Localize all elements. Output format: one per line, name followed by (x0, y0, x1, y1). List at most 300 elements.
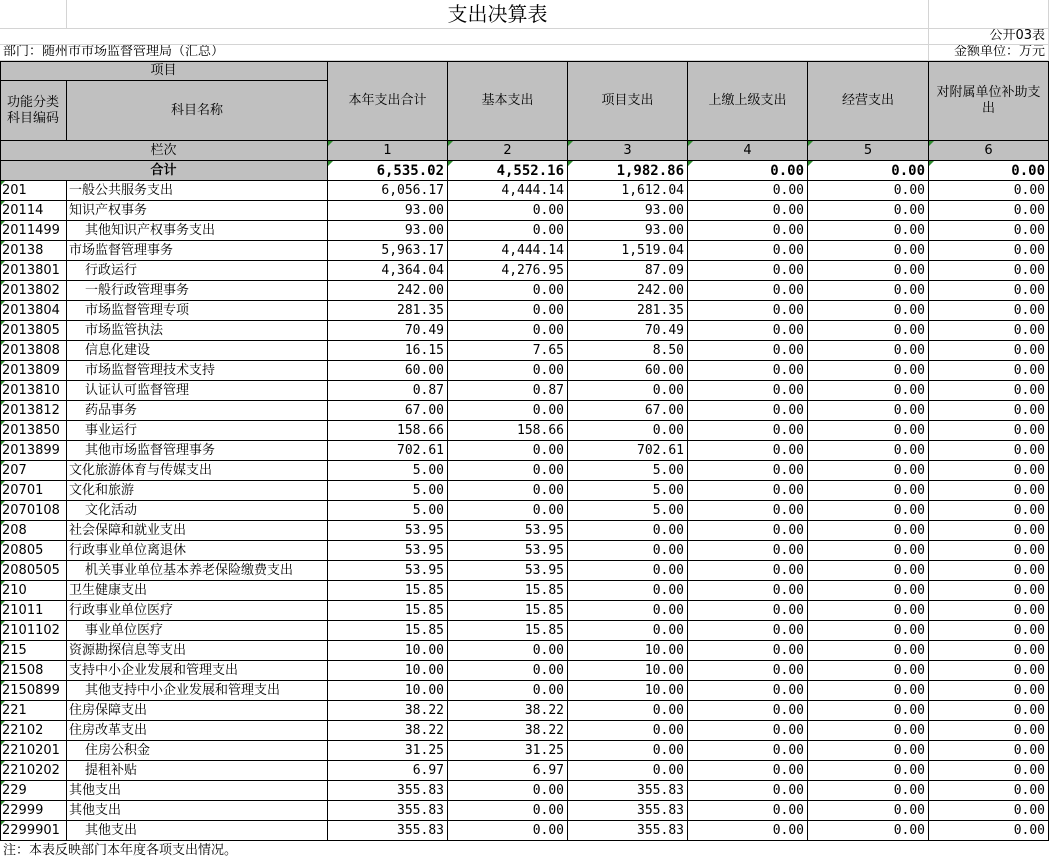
cell-marker (0, 621, 5, 626)
row-value[interactable]: 15.85 (328, 621, 448, 641)
row-value[interactable]: 0.00 (448, 501, 568, 521)
row-value[interactable]: 0.00 (448, 321, 568, 341)
row-name[interactable]: 住房公积金 (67, 741, 328, 761)
row-code[interactable]: 2013809 (0, 361, 67, 381)
row-value[interactable]: 0.00 (688, 461, 808, 481)
row-code[interactable]: 210 (0, 581, 67, 601)
row-value[interactable]: 0.00 (448, 641, 568, 661)
row-value[interactable]: 10.00 (328, 641, 448, 661)
row-name[interactable]: 一般公共服务支出 (67, 181, 328, 201)
row-value[interactable]: 0.00 (929, 541, 1049, 561)
row-value[interactable]: 0.00 (688, 441, 808, 461)
row-value[interactable]: 0.00 (568, 581, 688, 601)
row-code[interactable]: 215 (0, 641, 67, 661)
row-value[interactable]: 0.00 (448, 221, 568, 241)
row-value[interactable]: 0.00 (568, 521, 688, 541)
total-value[interactable]: 6,535.02 (328, 161, 448, 181)
total-value[interactable]: 1,982.86 (568, 161, 688, 181)
row-code[interactable]: 20805 (0, 541, 67, 561)
cell-marker (0, 181, 5, 186)
row-code[interactable]: 2013802 (0, 281, 67, 301)
row-value[interactable]: 0.00 (929, 301, 1049, 321)
row-value[interactable]: 0.00 (808, 361, 929, 381)
row-value[interactable]: 0.00 (688, 701, 808, 721)
row-value[interactable]: 0.00 (808, 661, 929, 681)
row-name[interactable]: 提租补贴 (67, 761, 328, 781)
row-value[interactable]: 0.00 (808, 341, 929, 361)
row-name[interactable]: 药品事务 (67, 401, 328, 421)
cell-marker (0, 361, 5, 366)
row-code[interactable]: 2013850 (0, 421, 67, 441)
row-value[interactable]: 0.00 (929, 761, 1049, 781)
row-value[interactable]: 0.00 (808, 701, 929, 721)
row-value[interactable]: 0.00 (929, 801, 1049, 821)
row-value[interactable]: 0.00 (688, 601, 808, 621)
header-project_exp: 项目支出 (568, 61, 688, 141)
row-name[interactable]: 认证认可监督管理 (67, 381, 328, 401)
cell-marker (0, 281, 5, 286)
row-code[interactable]: 221 (0, 701, 67, 721)
row-name[interactable]: 市场监督管理事务 (67, 241, 328, 261)
row-value[interactable]: 53.95 (448, 541, 568, 561)
row-value[interactable]: 0.00 (808, 641, 929, 661)
row-code[interactable]: 21508 (0, 661, 67, 681)
row-value[interactable]: 53.95 (448, 561, 568, 581)
row-value[interactable]: 0.00 (568, 621, 688, 641)
row-value[interactable]: 0.00 (808, 521, 929, 541)
cell-marker (0, 241, 5, 246)
row-value[interactable]: 0.00 (929, 681, 1049, 701)
row-name[interactable]: 住房改革支出 (67, 721, 328, 741)
row-value[interactable]: 242.00 (568, 281, 688, 301)
row-value[interactable]: 0.00 (688, 301, 808, 321)
row-value[interactable]: 0.00 (448, 781, 568, 801)
row-value[interactable]: 0.00 (688, 501, 808, 521)
row-value[interactable]: 67.00 (568, 401, 688, 421)
row-value[interactable]: 0.87 (328, 381, 448, 401)
row-value[interactable]: 0.00 (929, 281, 1049, 301)
row-value[interactable]: 702.61 (328, 441, 448, 461)
row-name[interactable]: 一般行政管理事务 (67, 281, 328, 301)
row-value[interactable]: 702.61 (568, 441, 688, 461)
row-value[interactable]: 0.00 (808, 281, 929, 301)
row-value[interactable]: 15.85 (448, 581, 568, 601)
row-value[interactable]: 0.00 (688, 821, 808, 841)
row-value[interactable]: 60.00 (328, 361, 448, 381)
row-name[interactable]: 其他市场监督管理事务 (67, 441, 328, 461)
row-value[interactable]: 355.83 (568, 801, 688, 821)
row-value[interactable]: 355.83 (568, 821, 688, 841)
row-value[interactable]: 1,519.04 (568, 241, 688, 261)
row-value[interactable]: 355.83 (328, 821, 448, 841)
row-value[interactable]: 67.00 (328, 401, 448, 421)
row-value[interactable]: 355.83 (328, 781, 448, 801)
row-value[interactable]: 0.00 (808, 421, 929, 441)
row-value[interactable]: 53.95 (328, 521, 448, 541)
row-value[interactable]: 0.00 (688, 181, 808, 201)
row-code[interactable]: 2013805 (0, 321, 67, 341)
row-code[interactable]: 21011 (0, 601, 67, 621)
row-value[interactable]: 0.00 (808, 781, 929, 801)
row-value[interactable]: 0.00 (568, 381, 688, 401)
row-code[interactable]: 22102 (0, 721, 67, 741)
row-value[interactable]: 6.97 (328, 761, 448, 781)
row-value[interactable]: 0.00 (929, 821, 1049, 841)
row-value[interactable]: 0.00 (448, 461, 568, 481)
column-number: 3 (568, 141, 688, 161)
row-value[interactable]: 93.00 (568, 221, 688, 241)
row-name[interactable]: 卫生健康支出 (67, 581, 328, 601)
row-value[interactable]: 0.00 (688, 341, 808, 361)
row-value[interactable]: 0.00 (568, 701, 688, 721)
row-value[interactable]: 5.00 (328, 481, 448, 501)
row-value[interactable]: 38.22 (328, 701, 448, 721)
row-name[interactable]: 事业运行 (67, 421, 328, 441)
row-value[interactable]: 0.00 (568, 721, 688, 741)
cell-marker (0, 261, 5, 266)
row-value[interactable]: 0.00 (808, 761, 929, 781)
row-value[interactable]: 158.66 (328, 421, 448, 441)
row-value[interactable]: 0.00 (688, 481, 808, 501)
row-value[interactable]: 0.00 (688, 221, 808, 241)
row-value[interactable]: 15.85 (328, 581, 448, 601)
row-value[interactable]: 15.85 (328, 601, 448, 621)
row-value[interactable]: 4,364.04 (328, 261, 448, 281)
row-value[interactable]: 0.00 (808, 441, 929, 461)
row-value[interactable]: 60.00 (568, 361, 688, 381)
row-code[interactable]: 2299901 (0, 821, 67, 841)
blank-cell[interactable] (0, 0, 67, 29)
row-code[interactable]: 2210202 (0, 761, 67, 781)
row-value[interactable]: 0.00 (688, 561, 808, 581)
row-value[interactable]: 0.00 (448, 301, 568, 321)
row-value[interactable]: 1,612.04 (568, 181, 688, 201)
row-value[interactable]: 0.00 (808, 741, 929, 761)
row-value[interactable]: 0.00 (448, 801, 568, 821)
row-value[interactable]: 0.00 (448, 481, 568, 501)
row-value[interactable]: 0.00 (808, 541, 929, 561)
row-value[interactable]: 6,056.17 (328, 181, 448, 201)
row-name[interactable]: 知识产权事务 (67, 201, 328, 221)
cell-marker (0, 801, 5, 806)
row-code[interactable]: 201 (0, 181, 67, 201)
row-value[interactable]: 0.00 (808, 181, 929, 201)
row-value[interactable]: 0.00 (808, 821, 929, 841)
row-name[interactable]: 市场监督管理技术支持 (67, 361, 328, 381)
row-value[interactable]: 0.00 (808, 221, 929, 241)
row-value[interactable]: 0.00 (929, 221, 1049, 241)
row-value[interactable]: 5.00 (328, 501, 448, 521)
row-value[interactable]: 5.00 (568, 501, 688, 521)
row-value[interactable]: 0.00 (688, 321, 808, 341)
row-value[interactable]: 8.50 (568, 341, 688, 361)
row-value[interactable]: 0.00 (568, 601, 688, 621)
row-code[interactable]: 2013899 (0, 441, 67, 461)
row-value[interactable]: 0.00 (688, 281, 808, 301)
row-code[interactable]: 20701 (0, 481, 67, 501)
page-title: 支出决算表 (67, 0, 929, 29)
row-value[interactable]: 0.00 (688, 801, 808, 821)
row-value[interactable]: 0.00 (929, 421, 1049, 441)
row-value[interactable]: 93.00 (328, 221, 448, 241)
row-value[interactable]: 93.00 (328, 201, 448, 221)
column-number: 2 (448, 141, 568, 161)
row-value[interactable]: 0.00 (688, 581, 808, 601)
row-value[interactable]: 0.00 (929, 721, 1049, 741)
row-value[interactable]: 53.95 (448, 521, 568, 541)
row-value[interactable]: 0.00 (448, 361, 568, 381)
header-total: 本年支出合计 (328, 61, 448, 141)
row-value[interactable]: 0.00 (688, 741, 808, 761)
row-value[interactable]: 0.00 (568, 761, 688, 781)
row-code[interactable]: 2013804 (0, 301, 67, 321)
row-value[interactable]: 10.00 (328, 661, 448, 681)
row-value[interactable]: 93.00 (568, 201, 688, 221)
row-value[interactable]: 0.00 (688, 661, 808, 681)
row-code[interactable]: 229 (0, 781, 67, 801)
row-value[interactable]: 0.00 (568, 421, 688, 441)
row-name[interactable]: 行政事业单位医疗 (67, 601, 328, 621)
row-value[interactable]: 281.35 (568, 301, 688, 321)
row-name[interactable]: 资源勘探信息等支出 (67, 641, 328, 661)
total-value[interactable]: 0.00 (808, 161, 929, 181)
row-value[interactable]: 70.49 (568, 321, 688, 341)
row-value[interactable]: 0.00 (808, 681, 929, 701)
row-value[interactable]: 0.00 (448, 681, 568, 701)
row-value[interactable]: 0.00 (929, 701, 1049, 721)
row-name[interactable]: 支持中小企业发展和管理支出 (67, 661, 328, 681)
row-value[interactable]: 0.00 (929, 181, 1049, 201)
total-value[interactable]: 0.00 (688, 161, 808, 181)
cell-marker (0, 821, 5, 826)
row-value[interactable]: 0.00 (688, 621, 808, 641)
row-value[interactable]: 38.22 (448, 721, 568, 741)
row-value[interactable]: 0.00 (808, 461, 929, 481)
row-value[interactable]: 0.00 (808, 241, 929, 261)
row-value[interactable]: 16.15 (328, 341, 448, 361)
row-value[interactable]: 0.00 (808, 601, 929, 621)
row-value[interactable]: 0.00 (929, 381, 1049, 401)
column-number: 5 (808, 141, 929, 161)
row-value[interactable]: 0.00 (929, 521, 1049, 541)
cell-marker (0, 321, 5, 326)
row-code[interactable]: 2150899 (0, 681, 67, 701)
row-value[interactable]: 0.00 (929, 341, 1049, 361)
row-name[interactable]: 信息化建设 (67, 341, 328, 361)
row-value[interactable]: 10.00 (568, 681, 688, 701)
row-value[interactable]: 0.00 (688, 201, 808, 221)
cell-marker (0, 341, 5, 346)
row-value[interactable]: 0.00 (688, 241, 808, 261)
row-value[interactable]: 4,444.14 (448, 181, 568, 201)
row-name[interactable]: 市场监管执法 (67, 321, 328, 341)
row-value[interactable]: 0.00 (808, 501, 929, 521)
row-value[interactable]: 4,444.14 (448, 241, 568, 261)
row-value[interactable]: 0.00 (568, 561, 688, 581)
row-name[interactable]: 其他支出 (67, 821, 328, 841)
row-value[interactable]: 0.00 (929, 601, 1049, 621)
row-value[interactable]: 87.09 (568, 261, 688, 281)
row-value[interactable]: 158.66 (448, 421, 568, 441)
row-value[interactable]: 5,963.17 (328, 241, 448, 261)
cell-marker (0, 401, 5, 406)
row-value[interactable]: 15.85 (448, 621, 568, 641)
row-value[interactable]: 0.00 (688, 681, 808, 701)
row-value[interactable]: 0.00 (808, 621, 929, 641)
row-name[interactable]: 其他知识产权事务支出 (67, 221, 328, 241)
blank-cell[interactable] (929, 0, 1049, 29)
row-value[interactable]: 0.00 (688, 721, 808, 741)
total-value[interactable]: 4,552.16 (448, 161, 568, 181)
row-value[interactable]: 0.00 (808, 201, 929, 221)
row-name[interactable]: 文化活动 (67, 501, 328, 521)
row-name[interactable]: 市场监督管理专项 (67, 301, 328, 321)
row-value[interactable]: 0.00 (688, 401, 808, 421)
row-code[interactable]: 207 (0, 461, 67, 481)
row-value[interactable]: 0.00 (688, 641, 808, 661)
row-value[interactable]: 4,276.95 (448, 261, 568, 281)
row-value[interactable]: 0.00 (808, 401, 929, 421)
row-code[interactable]: 20138 (0, 241, 67, 261)
cell-marker (0, 781, 5, 786)
cell-marker (0, 461, 5, 466)
column-number: 6 (929, 141, 1049, 161)
row-value[interactable]: 5.00 (568, 461, 688, 481)
row-value[interactable]: 31.25 (328, 741, 448, 761)
total-value[interactable]: 0.00 (929, 161, 1049, 181)
row-value[interactable]: 0.00 (929, 241, 1049, 261)
row-value[interactable]: 0.00 (929, 561, 1049, 581)
row-code[interactable]: 2013810 (0, 381, 67, 401)
row-value[interactable]: 10.00 (568, 641, 688, 661)
row-value[interactable]: 38.22 (448, 701, 568, 721)
row-value[interactable]: 0.00 (448, 661, 568, 681)
row-value[interactable]: 242.00 (328, 281, 448, 301)
row-name[interactable]: 行政运行 (67, 261, 328, 281)
row-value[interactable]: 0.00 (688, 261, 808, 281)
row-code[interactable]: 2011499 (0, 221, 67, 241)
row-value[interactable]: 10.00 (568, 661, 688, 681)
row-name[interactable]: 文化和旅游 (67, 481, 328, 501)
row-value[interactable]: 0.00 (929, 441, 1049, 461)
row-value[interactable]: 38.22 (328, 721, 448, 741)
row-value[interactable]: 0.00 (448, 281, 568, 301)
row-value[interactable]: 0.00 (688, 361, 808, 381)
row-value[interactable]: 0.00 (688, 381, 808, 401)
row-value[interactable]: 0.00 (568, 741, 688, 761)
row-value[interactable]: 0.00 (688, 421, 808, 441)
row-value[interactable]: 0.00 (929, 321, 1049, 341)
row-value[interactable]: 0.00 (688, 761, 808, 781)
row-code[interactable]: 2013812 (0, 401, 67, 421)
row-name[interactable]: 住房保障支出 (67, 701, 328, 721)
row-value[interactable]: 7.65 (448, 341, 568, 361)
row-value[interactable]: 0.00 (929, 581, 1049, 601)
row-value[interactable]: 53.95 (328, 541, 448, 561)
row-name[interactable]: 事业单位医疗 (67, 621, 328, 641)
blank-cell[interactable] (0, 29, 929, 45)
row-value[interactable]: 0.00 (929, 201, 1049, 221)
row-value[interactable]: 0.87 (448, 381, 568, 401)
header-subject-name: 科目名称 (67, 81, 328, 141)
row-code[interactable]: 208 (0, 521, 67, 541)
row-value[interactable]: 0.00 (808, 381, 929, 401)
row-code[interactable]: 2013808 (0, 341, 67, 361)
row-value[interactable]: 281.35 (328, 301, 448, 321)
row-value[interactable]: 0.00 (808, 261, 929, 281)
row-name[interactable]: 行政事业单位离退休 (67, 541, 328, 561)
row-value[interactable]: 0.00 (448, 401, 568, 421)
row-name[interactable]: 文化旅游体育与传媒支出 (67, 461, 328, 481)
row-code[interactable]: 2070108 (0, 501, 67, 521)
row-value[interactable]: 0.00 (448, 441, 568, 461)
row-value[interactable]: 0.00 (929, 641, 1049, 661)
row-name[interactable]: 其他支出 (67, 801, 328, 821)
row-value[interactable]: 0.00 (808, 801, 929, 821)
row-code[interactable]: 20114 (0, 201, 67, 221)
row-value[interactable]: 70.49 (328, 321, 448, 341)
row-value[interactable]: 0.00 (929, 501, 1049, 521)
row-value[interactable]: 53.95 (328, 561, 448, 581)
row-value[interactable]: 355.83 (568, 781, 688, 801)
row-value[interactable]: 0.00 (448, 821, 568, 841)
row-value[interactable]: 0.00 (929, 481, 1049, 501)
row-value[interactable]: 0.00 (929, 461, 1049, 481)
row-value[interactable]: 0.00 (929, 661, 1049, 681)
cell-marker (929, 161, 934, 166)
row-value[interactable]: 0.00 (929, 401, 1049, 421)
row-value[interactable]: 0.00 (929, 741, 1049, 761)
row-value[interactable]: 0.00 (808, 721, 929, 741)
row-value[interactable]: 0.00 (448, 201, 568, 221)
row-value[interactable]: 15.85 (448, 601, 568, 621)
header-func-code: 功能分类科目编码 (0, 81, 67, 141)
row-code[interactable]: 2080505 (0, 561, 67, 581)
row-name[interactable]: 其他支出 (67, 781, 328, 801)
row-value[interactable]: 5.00 (328, 461, 448, 481)
row-value[interactable]: 6.97 (448, 761, 568, 781)
row-value[interactable]: 0.00 (808, 561, 929, 581)
row-value[interactable]: 0.00 (688, 781, 808, 801)
row-value[interactable]: 0.00 (688, 541, 808, 561)
row-name[interactable]: 其他支持中小企业发展和管理支出 (67, 681, 328, 701)
cell-marker (0, 501, 5, 506)
row-value[interactable]: 0.00 (688, 521, 808, 541)
row-value[interactable]: 31.25 (448, 741, 568, 761)
row-name[interactable]: 机关事业单位基本养老保险缴费支出 (67, 561, 328, 581)
row-code[interactable]: 2210201 (0, 741, 67, 761)
row-code[interactable]: 22999 (0, 801, 67, 821)
row-value[interactable]: 0.00 (808, 481, 929, 501)
row-value[interactable]: 10.00 (328, 681, 448, 701)
row-name[interactable]: 社会保障和就业支出 (67, 521, 328, 541)
row-code[interactable]: 2013801 (0, 261, 67, 281)
row-value[interactable]: 0.00 (808, 581, 929, 601)
cell-marker (448, 141, 453, 146)
cell-marker (0, 201, 5, 206)
row-value[interactable]: 0.00 (929, 621, 1049, 641)
row-value[interactable]: 0.00 (568, 541, 688, 561)
row-code[interactable]: 2101102 (0, 621, 67, 641)
row-value[interactable]: 355.83 (328, 801, 448, 821)
row-value[interactable]: 0.00 (929, 781, 1049, 801)
row-value[interactable]: 0.00 (808, 301, 929, 321)
row-value[interactable]: 0.00 (929, 261, 1049, 281)
row-value[interactable]: 5.00 (568, 481, 688, 501)
row-value[interactable]: 0.00 (929, 361, 1049, 381)
row-value[interactable]: 0.00 (808, 321, 929, 341)
cell-marker (0, 601, 5, 606)
